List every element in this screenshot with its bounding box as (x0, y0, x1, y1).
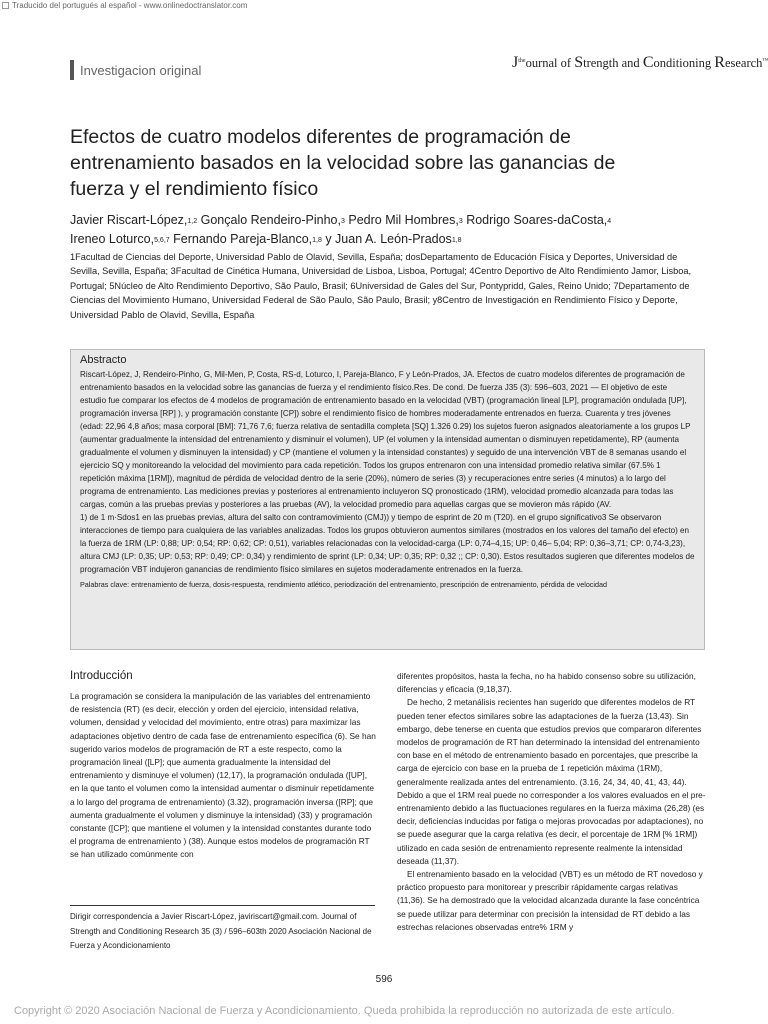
author-name: Pedro Mil Hombres, (344, 213, 459, 227)
footnote-divider (70, 905, 375, 906)
journal-logo-j: J (512, 54, 519, 71)
translator-note: Traducido del portugués al español - www.onlinedoctranslator.com (12, 1, 248, 10)
author-name: Rodrigo Soares-daCosta, (462, 213, 608, 227)
intro-paragraph-2: diferentes propósitos, hasta la fecha, no ha habido consenso sobre su utilización, diferencias y eficacia (9,18,37). (397, 671, 696, 695)
journal-logo-r: R (714, 54, 725, 71)
author-sup: 4 (607, 218, 612, 225)
author-sup: 1,8 (312, 237, 322, 244)
journal-logo-tm: ™ (762, 57, 768, 64)
journal-logo-part3: onditioning (653, 56, 715, 70)
author-sup: 5,6,7 (154, 237, 170, 244)
journal-logo-c: C (642, 54, 654, 71)
abstract-box (70, 349, 705, 650)
journal-logo-part1: ournal of (525, 56, 575, 70)
author-name: Gonçalo Rendeiro-Pinho, (197, 213, 341, 227)
author-list (70, 212, 710, 250)
journal-logo-s: S (574, 54, 584, 71)
author-name: Fernando Pareja-Blanco, (169, 232, 313, 246)
intro-paragraph-4: El entrenamiento basado en la velocidad (VBT) es un método de RT novedoso y práctico propuesto para monitorear y prescribir rápidamente cargas relativas (11,36). Se ha demostrado que la velocidad alcanzada durante la fase concéntrica se puede utilizar para determinar con precisión la intensidad de RT debido a las estrechas relaciones observadas entre% 1RM y (397, 869, 703, 932)
keywords (80, 580, 695, 589)
author-name: Javier Riscart-López, (70, 213, 188, 227)
author-sup: 1,2 (187, 218, 198, 225)
section-label (70, 60, 201, 80)
keywords-label: Palabras clave: (80, 580, 130, 589)
translator-banner[interactable] (0, 0, 247, 11)
abstract-body-1: Riscart-López, J, Rendeiro-Pinho, G, Mil-Men, P, Costa, RS-d, Loturco, I, Pareja-Blanco, F y León-Prados, JA. Efectos de cuatro modelos diferentes de programación de entrenamiento basados en la velocidad sobre las ganancias de fuerza y el rendimiento físico.Res. De cond. De fuerza J35 (3): 596–603, 2021 — El objetivo de este estudio fue comparar los efectos de 4 modelos de programación de entrenamiento basado en la velocidad (VBT) (programación lineal [LP], programación ondulada [UP], programación inversa [RP] ), y programación constante [CP]) sobre el rendimiento físico de hombres moderadamente entrenados en fuerza. Cuarenta y tres jóvenes (edad: 22,96 4,8 años; masa corporal [BM]: 71,76 7,6; fuerza relativa de sentadilla completa [SQ] 1.326 0.29) los sujetos fueron asignados aleatoriamente a los grupos LP (aumentar gradualmente la intensidad del entrenamiento y disminuir el volumen), UP (el volumen y la intensidad aumentan o disminuyen repetidamente), RP (aumenta gradualmente el volumen y disminuyen la intensidad) y CP (mantiene el volumen y la intensidad constantes) y seguido de una intervención VBT de 8 semanas usando el ejercicio SQ y monitoreando la velocidad del movimiento para cada repetición. Todos los grupos entrenaron con una intensidad promedio relativa similar (67.5% 1 repetición máxima [1RM]), magnitud de pérdida de velocidad dentro de la serie (20%), número de series (3) y recuperaciones entre series (4 minutos) a lo largo del programa de entrenamiento. Las mediciones previas y posteriores al entrenamiento incluyeron SQ pronosticado (1RM), velocidad promedio alcanzada para todas las cargas, común a las pruebas previas y posteriores a las pruebas (AV), la velocidad promedio para aquellas cargas que se movieron más rápido (AV. (80, 370, 691, 509)
author-name: Ireneo Loturco, (70, 232, 155, 246)
author-sup: 3 (458, 218, 463, 225)
intro-heading: Introducción (70, 670, 133, 682)
author-name: y Juan A. León-Prados (321, 232, 452, 246)
keywords-text: entrenamiento de fuerza, dosis-respuesta, rendimiento atlético, periodización del entrenamiento, prescripción de entrenamiento, pérdida de velocidad (129, 580, 607, 589)
abstract-heading: Abstracto (80, 354, 127, 366)
author-line-2 (70, 231, 710, 250)
journal-logo-part4: esearch (724, 56, 763, 70)
intro-paragraph-3: De hecho, 2 metanálisis recientes han sugerido que diferentes modelos de RT pueden tener efectos similares sobre las adaptaciones de la fuerza (13,43). Sin embargo, debe tenerse en cuenta que estudios previos que compararon diferentes modelos de programación de RT han determinado la intensidad del entrenamiento con base en el método de entrenamiento basado en porcentajes, que prescribe la carga de ejercicio con base en la prueba de 1 repetición máxima (1RM), generalmente realizada antes del entrenamiento. (3.16, 24, 34, 40, 41, 43, 44). Debido a que el 1RM real puede no corresponder a los valores evaluados en el pre-entrenamiento debido a las fluctuaciones regulares en la fuerza máxima (26,28) (es decir, deficiencias inducidas por fatiga o mejoras provocadas por adaptaciones), no se puede asegurar que la carga relativa (es decir, el porcentaje de 1RM [% 1RM]) utilizado en cada sesión de entrenamiento represente realmente la intensidad deseada (11,37). (397, 697, 706, 866)
affiliations: 1Facultad de Ciencias del Deporte, Universidad Pablo de Olavid, Sevilla, España; dosDepartamento de Educación Física y Deportes, Universidad de Sevilla, Sevilla, España; 3Facultad de Cinética Humana, Universidad de Lisboa, Lisboa, Portugal; 4Centro Deportivo de Alto Rendimiento Jamor, Lisboa, Portugal; 5Núcleo de Alto Rendimiento Deportivo, São Paulo, Brasil; 6Universidad de Gales del Sur, Pontypridd, Gales, Reino Unido; 7Departamento de Ciencias del Movimiento Humano, Universidad Federal de São Paulo, São Paulo, Brasil; y8Centro de Investigación en Rendimiento Físico y Deporte, Universidad Pablo de Olavid, Sevilla, España (70, 252, 692, 320)
page-number: 596 (375, 974, 393, 985)
right-column (397, 670, 706, 934)
intro-paragraph-1: La programación se considera la manipulación de las variables del entrenamiento de resistencia (RT) (es decir, elección y orden del ejercicio, intensidad relativa, volumen, densidad y velocidad del movimiento, entre otras) para maximizar las adaptaciones objetivo dentro de cada fase de entrenamiento específica (6). Se han sugerido varios modelos de programación de RT a este respecto, como la programación lineal ([LP]; que aumenta gradualmente la intensidad del entrenamiento y disminuye el volumen) (12,17), la programación ondulada ([UP], en la que tanto el volumen como la intensidad aumentar o disminuir repetidamente a lo largo del programa de entrenamiento) (3.32), programación inversa ([RP]; que aumenta gradualmente el volumen y disminuye la intensidad) (33) y programación constante ([CP]; que mantiene el volumen y la intensidad constantes durante todo el programa de entrenamiento ) (38). Aunque estos modelos de programación RT se han utilizado comúnmente con (70, 691, 376, 860)
translator-icon (2, 2, 9, 9)
abstract-body-2: 1) de 1 m·Sdos1 en las pruebas previas, altura del salto con contramovimiento (CMJ)) y tiempo de esprint de 20 m (T20). en el grupo significativo3 Se observaron interacciones de tiempo para cualquiera de las variables analizadas. Todos los grupos obtuvieron aumentos similares (mostrados en los valores del tamaño del efecto) en la fuerza de 1RM (LP: 0,88; UP: 0,54; RP: 0,62; CP: 0,51), variables relacionadas con la velocidad-carga (LP: 0,74–4,15; UP: 0,46– 5,04; RP: 0,36–3,71; CP: 0,74-3,23), altura CMJ (LP: 0,35; UP: 0,53; RP: 0,49; CP: 0,34) y rendimiento de sprint (LP: 0,34; UP: 0,35; RP: 0,32 ;; CP: 0,30). Estos resultados sugieren que diferentes modelos de programación VBT indujeron ganancias de rendimiento físico similares en sujetos moderadamente entrenados en la fuerza. (80, 513, 695, 574)
left-column (70, 670, 378, 862)
author-line-1 (70, 212, 710, 231)
copyright-notice: Copyright © 2020 Asociación Nacional de Fuerza y Acondicionamiento. Queda prohibida la reproducción no autorizada de este artículo. (14, 1005, 675, 1017)
correspondence-footnote: Dirigir correspondencia a Javier Riscart-López, javiriscart@gmail.com. Journal of Strength and Conditioning Research 35 (3) / 596–603th 2020 Asociación Nacional de Fuerza y Acondicionamiento (70, 912, 372, 951)
journal-logo (512, 54, 768, 72)
author-sup: 3 (340, 218, 345, 225)
journal-logo-the: the (518, 57, 526, 64)
section-label-bar (70, 60, 74, 80)
journal-logo-part2: trength and (583, 56, 643, 70)
author-sup: 1,8 (451, 237, 462, 244)
article-title: Efectos de cuatro modelos diferentes de programación de entrenamiento basados en la velocidad sobre las ganancias de fuerza y el rendimiento físico (70, 126, 616, 200)
section-label-text: Investigacion original (80, 62, 202, 78)
